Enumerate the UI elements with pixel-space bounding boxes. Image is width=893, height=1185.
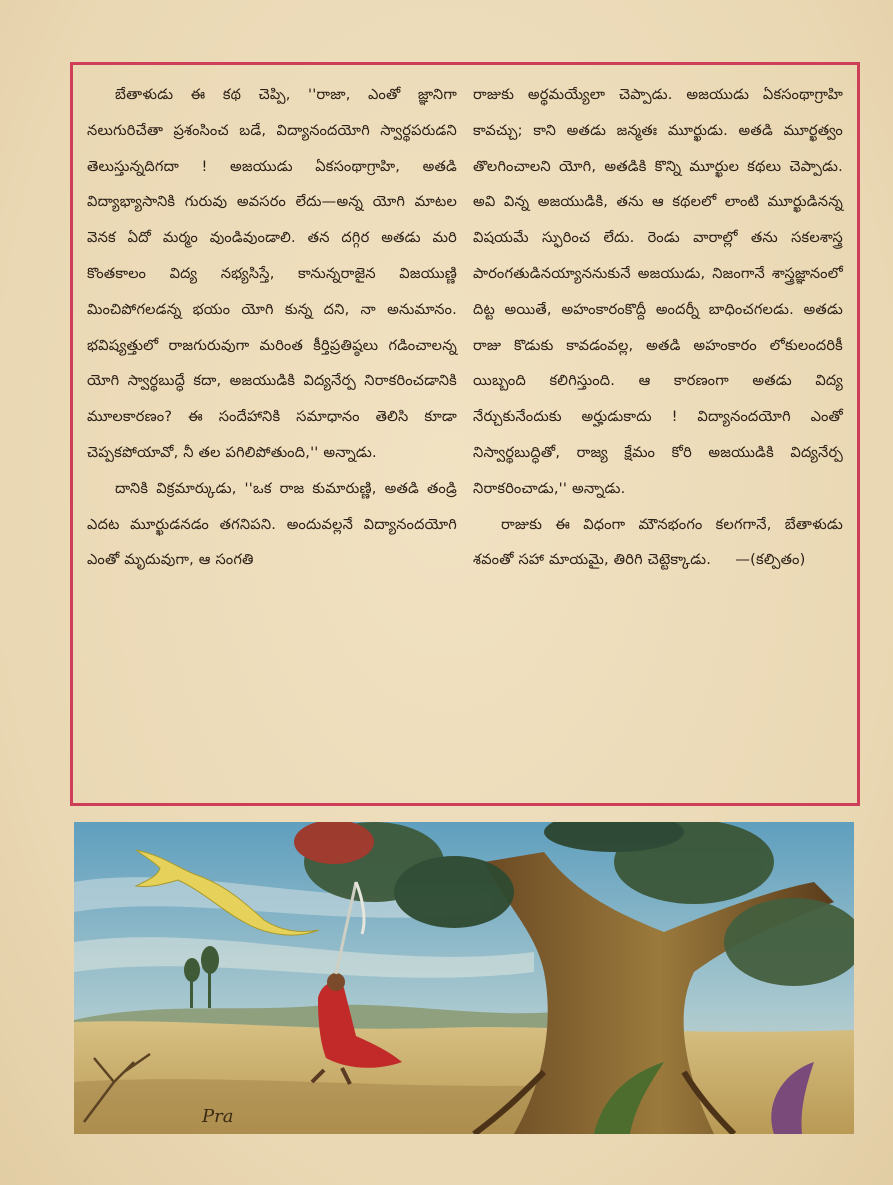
artist-signature: Pra: [202, 1106, 234, 1127]
story-signoff: —(కల్పితం): [735, 551, 806, 569]
text-column-left: [87, 77, 457, 793]
story-illustration: [74, 822, 854, 1134]
paragraph-vetala-question: బేతాళుడు ఈ కథ చెప్పి, ''రాజా, ఎంతో జ్ఞానిగా నలుగురిచేతా ప్రశంసించ బడే, విద్యానందయోగి స్వార్థపరుడని తెలుస్తున్నదిగదా ! అజయుడు ఏకసంథాగ్రాహి, అతడి విద్యాభ్యాసానికి గురువు అవసరం లేదు—అన్న యోగి మాటల వెనక ఏదో మర్మం వుండివుండాలి. తన దగ్గిర అతడు మరి కొంతకాలం విద్య నభ్యసిస్తే, కానున్నరాజైన విజయుణ్ణి మించిపోగలడన్న భయం యోగి కున్న దని, నా అనుమానం. భవిష్యత్తులో రాజగురువుగా మరింత కీర్తిప్రతిష్ఠలు గడించాలన్న యోగి స్వార్థబుద్ధే కదా, అజయుడికి విద్యనేర్ప నిరాకరించడానికి మూలకారణం? ఈ సందేహానికి సమాధానం తెలిసి కూడా చెప్పకపోయావో, నీ తల పగిలిపోతుంది,'' అన్నాడు.: [87, 86, 457, 461]
paragraph-ending: [473, 507, 843, 579]
ground-shadow: [74, 1079, 594, 1134]
text-column-right: [473, 77, 843, 793]
paragraph-vikramarka-answer-start: దానికి విక్రమార్కుడు, ''ఒక రాజ కుమారుణ్ణి, అతడి తండ్రి ఎదట మూర్ఖుడనడం తగనిపని. అందువల్లనే విద్యానందయోగి ఎంతో మృదువుగా, ఆ సంగతి: [87, 479, 457, 569]
paragraph-vikramarka-answer-end: రాజుకు అర్థమయ్యేలా చెప్పాడు. అజయుడు ఏకసంథాగ్రాహి కావచ్చు; కాని అతడు జన్మతః మూర్ఖుడు. అతడి మూర్ఖత్వం తొలగించాలని యోగి, అతడికి కొన్ని మూర్ఖుల కథలు చెప్పాడు. అవి విన్న అజయుడికి, తను ఆ కథలలో లాంటి మూర్ఖుడినన్న విషయమే స్ఫురించ లేదు. రెండు వారాల్లో తను సకలశాస్త్ర పారంగతుడినయ్యాననుకునే అజయుడు, నిజంగానే శాస్త్రజ్ఞానంలో దిట్ట అయితే, అహంకారంకొద్దీ అందర్నీ బాధించగలడు. అతడు రాజు కొడుకు కావడంవల్ల, అతడి అహంకారం లోకులందరికీ యిబ్బంది కలిగిస్తుంది. ఆ కారణంగా అతడు విద్య నేర్చుకునేందుకు అర్హుడుకాదు ! విద్యానందయోగి ఎంతో నిస్వార్థబుద్ధితో, రాజ్య క్షేమం కోరి అజయుడికి విద్యనేర్ప నిరాకరించాడు,'' అన్నాడు.: [473, 86, 843, 497]
ending-text: రాజుకు ఈ విధంగా మౌనభంగం కలగగానే, బేతాళుడు శవంతో సహా మాయమై, తిరిగి చెట్టెక్కాడు.: [473, 515, 843, 569]
story-text-frame: [70, 62, 860, 806]
